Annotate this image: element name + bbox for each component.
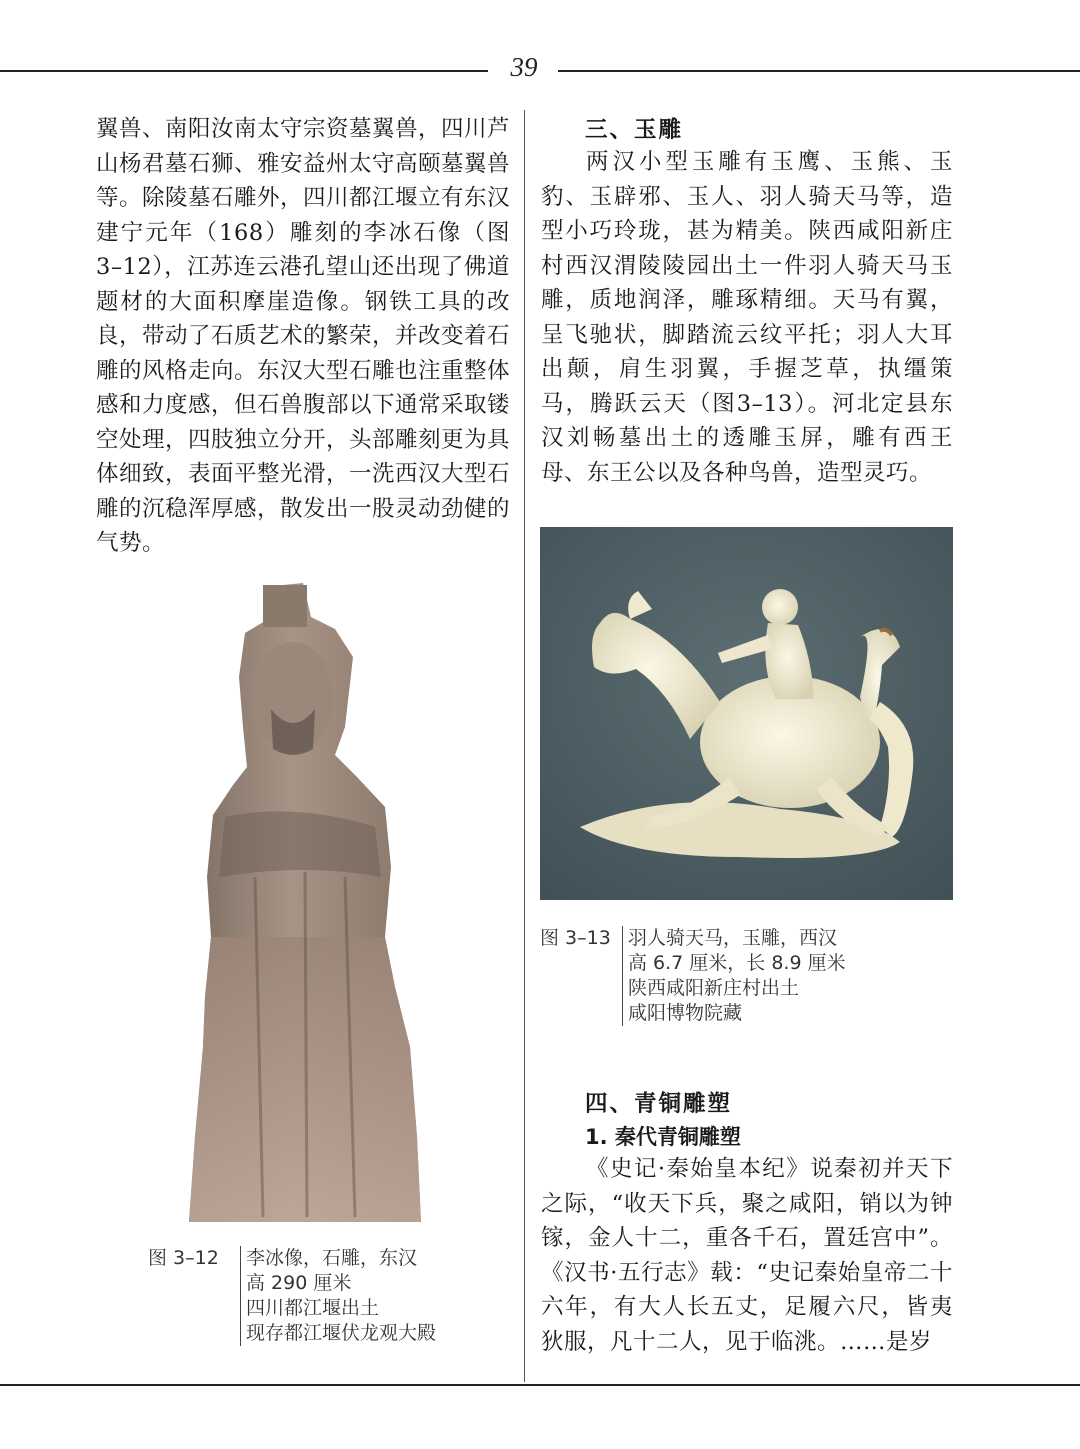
bronze-section-text (541, 1152, 953, 1359)
subheading-qin-bronze: 1. 秦代青铜雕塑 (585, 1125, 741, 1149)
header-rule-right (558, 70, 1080, 72)
figure-3-12-size: 高 290 厘米 (246, 1272, 352, 1294)
figure-3-12-label: 图 3–12 (148, 1247, 219, 1269)
paragraph-jade: 两汉小型玉雕有玉鹰、玉熊、玉豹、玉辟邪、玉人、羽人骑天马等，造型小巧玲珑，甚为精美。陕西咸阳新庄村西汉渭陵陵园出土一件羽人骑天马玉雕，质地润泽，雕琢精细。天马有翼，呈飞驰状，脚踏流云纹平托；羽人大耳出颠，肩生羽翼，手握芝草，执缰策马，腾跃云天（图3–13）。河北定县东汉刘畅墓出土的透雕玉屏，雕有西王母、东王公以及各种鸟兽，造型灵巧。 (541, 149, 953, 486)
paragraph-stone-sculpture: 翼兽、南阳汝南太守宗资墓翼兽，四川芦山杨君墓石狮、雅安益州太守高颐墓翼兽等。除陵墓石雕外，四川都江堰立有东汉建宁元年（168）雕刻的李冰石像（图3–12），江苏连云港孔望山还出现了佛道题材的大面积摩崖造像。钢铁工具的改良，带动了石质艺术的繁荣，并改变着石雕的风格走向。东汉大型石雕也注重整体感和力度感，但石兽腹部以下通常采取镂空处理，四肢独立分开，头部雕刻更为具体细致，表面平整光滑，一洗西汉大型石雕的沉稳浑厚感，散发出一股灵动劲健的气势。 (96, 116, 511, 556)
jade-winged-horse-photo (540, 527, 953, 900)
page-number: 39 (510, 52, 538, 82)
section-heading-jade: 三、玉雕 (585, 117, 684, 143)
figure-3-13-size: 高 6.7 厘米，长 8.9 厘米 (628, 952, 846, 974)
figure-3-12-title: 李冰像，石雕，东汉 (246, 1247, 418, 1269)
paragraph-bronze: 《史记·秦始皇本纪》说秦初并天下之际，“收天下兵，聚之咸阳，销以为钟镓，金人十二，重各千石，置廷宫中”。《汉书·五行志》载：“史记秦始皇帝二十六年，有大人长五丈，足履六尺，皆夷狄服，凡十二人，见于临洮。……是岁 (541, 1156, 953, 1355)
figure-3-12-caption (148, 1246, 468, 1356)
footer-rule (0, 1384, 1080, 1386)
figure-3-13-label: 图 3–13 (540, 927, 611, 949)
figure-3-13-collection: 咸阳博物院藏 (628, 1002, 743, 1024)
jade-section-text (541, 145, 953, 490)
figure-3-13-caption (540, 926, 870, 1036)
column-divider (524, 110, 525, 1382)
figure-3-13-origin: 陕西咸阳新庄村出土 (628, 977, 800, 999)
li-bing-statue-photo (185, 577, 435, 1222)
section-heading-bronze: 四、青铜雕塑 (585, 1091, 733, 1117)
header-rule-left (0, 70, 488, 72)
figure-3-12-origin: 四川都江堰出土 (246, 1297, 380, 1319)
figure-3-12-location: 现存都江堰伏龙观大殿 (246, 1322, 437, 1344)
left-column-text (96, 112, 510, 561)
figure-3-13-title: 羽人骑天马，玉雕，西汉 (628, 927, 838, 949)
